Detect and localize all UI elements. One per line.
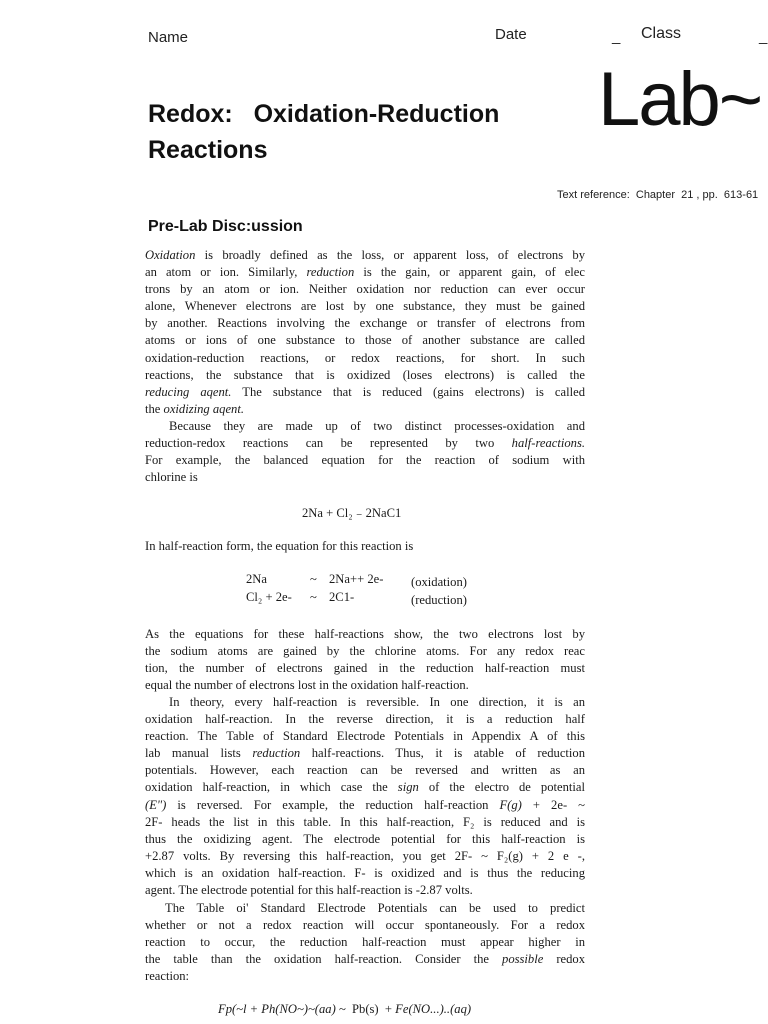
formula-fluorine-gas: F(g)	[499, 797, 522, 812]
equation-product-lead: Pb(s) +	[345, 1002, 396, 1016]
text-line: As the equations for these half-reactions show, the two electrons lost by	[145, 627, 585, 641]
term-reduction: reduction	[252, 746, 301, 761]
text-line: whether or not a redox reaction will occur spontaneously. For a redox	[145, 918, 585, 933]
paragraph-oxidation-definition	[145, 247, 585, 418]
text-fragment: The substance that is reduced (gains electrons) is called	[231, 384, 585, 399]
text-line: agent. The electrode potential for this half-reaction is -2.87 volts.	[145, 883, 473, 898]
text-line: tion, the number of electrons gained in the reduction half-reaction must	[145, 661, 585, 676]
half-reaction-2-label: (reduction)	[411, 593, 467, 607]
text-line	[145, 779, 585, 796]
text-line	[145, 401, 585, 418]
equation-reactants: Fp(~l + Ph(NO~)~(aa) ~	[218, 1002, 346, 1016]
text-line: thus the oxidizing agent. The electrode potential for this half-reaction is	[145, 831, 585, 846]
text-fragment: + 2e- ~	[521, 797, 585, 812]
term-half-reactions: half-reactions.	[511, 436, 585, 451]
text-fragment: redox	[543, 952, 585, 967]
half-reaction-1-left: 2Na	[246, 572, 267, 586]
text-line: chlorine is	[145, 470, 198, 485]
text-fragment: is the gain, or apparent gain, of elec	[354, 265, 585, 280]
text-line: For example, the balanced equation for the reaction of sodium with	[145, 453, 585, 468]
text-line	[145, 797, 585, 814]
text-line: +2.87 volts. By reversing this half-reaction, you get 2F- ~ F₂(g) + 2 e -,	[145, 848, 585, 863]
text-line: reaction:	[145, 969, 190, 984]
text-line: which is an oxidation half-reaction. F- is oxidized and is thus the reducing	[145, 865, 585, 880]
paragraph-electron-balance	[145, 626, 585, 694]
title-line-1: Redox: Oxidation-Reduction	[148, 100, 500, 128]
equation-possible-redox	[218, 1002, 471, 1017]
text-line: potentials. However, each reaction can be reversed and written as an	[145, 763, 585, 778]
text-line	[145, 247, 585, 264]
text-line: 2F- heads the list in this table. In this half-reaction, F₂ is reduced and is	[145, 814, 585, 829]
section-heading: Pre-Lab Disc:ussion	[148, 218, 303, 235]
paragraph-half-reaction-form	[145, 538, 585, 555]
text-reference: Text reference: Chapter 21 , pp. 613-61	[557, 189, 759, 201]
term-oxidizing-agent: oxidizing aqent.	[163, 401, 244, 416]
date-blank: _	[612, 28, 621, 45]
term-electrode-potential: (E")	[145, 797, 167, 812]
term-reduction: reduction	[306, 265, 355, 280]
half-reaction-1-right: 2Na++ 2e-	[329, 572, 384, 586]
text-line	[145, 745, 585, 762]
text-line: by another. Reactions involving the exchange or transfer of electrons from	[145, 316, 585, 331]
term-sign: sign	[397, 780, 419, 795]
text-fragment: of the electro de potential	[418, 780, 585, 795]
text-line: Because they are made up of two distinct processes-oxidation and	[169, 419, 585, 433]
half-reaction-2-right: 2C1-	[329, 590, 355, 604]
class-label: Class	[641, 25, 682, 42]
paragraph-spontaneity	[145, 900, 585, 985]
half-reaction-1-label: (oxidation)	[411, 575, 467, 589]
text-line: In half-reaction form, the equation for this reaction is	[145, 539, 414, 553]
text-line: reaction. The Table of Standard Electrode Potentials in Appendix A of this	[145, 729, 585, 744]
paragraph-reversibility	[145, 694, 585, 899]
text-line: The Table oi' Standard Electrode Potentials can be used to predict	[165, 901, 585, 915]
class-blank: _	[759, 28, 768, 45]
text-fragment: the	[145, 401, 164, 416]
date-label: Date	[495, 26, 527, 43]
text-fragment: the table than the oxidation half-reaction. Consider the	[145, 952, 503, 967]
term-reducing-agent: reducing aqent.	[145, 384, 232, 399]
text-line	[145, 951, 585, 968]
text-line: atoms or ions of one substance to those of another substance are called	[145, 333, 585, 348]
page-title	[148, 96, 499, 168]
paragraph-half-reactions-intro	[145, 418, 585, 486]
text-line: trons by an atom or ion. Neither oxidation nor reduction can ever occur	[145, 282, 585, 297]
lab-mark: Lab~	[598, 57, 762, 142]
text-line	[145, 435, 585, 452]
equation-sodium-chlorine: 2Na + Cl₂ ₋ 2NaC1	[302, 506, 402, 520]
name-label: Name	[148, 29, 189, 46]
half-reaction-2-left: Cl₂ + 2e-	[246, 590, 292, 604]
term-possible: possible	[502, 952, 544, 967]
text-line: In theory, every half-reaction is reversible. In one direction, it is an	[169, 695, 585, 709]
text-fragment: lab manual lists	[145, 746, 253, 761]
text-fragment: reduction-redox reactions can be represented by two	[145, 436, 512, 451]
text-line	[145, 264, 585, 281]
equation-product-iron-nitrate: Fe(NO...)..(aq)	[395, 1002, 472, 1016]
half-reaction-2-arrow: ~	[310, 590, 317, 604]
text-line: the sodium atoms are gained by the chlorine atoms. For any redox reac	[145, 644, 585, 659]
text-line: oxidation-reduction reactions, or redox reactions, for short. In such	[145, 350, 585, 365]
text-line: reactions, the substance that is oxidized (loses electrons) is called the	[145, 367, 585, 382]
text-line	[145, 384, 585, 401]
text-line: alone, Whenever electrons are lost by one substance, they must be gained	[145, 299, 585, 314]
half-reaction-1-arrow: ~	[310, 572, 317, 586]
text-fragment: is broadly defined as the loss, or apparent loss, of electrons by	[195, 248, 585, 262]
text-fragment: is reversed. For example, the reduction half-reaction	[166, 797, 500, 812]
text-line: equal the number of electrons lost in the oxidation half-reaction.	[145, 678, 469, 693]
title-line-2: Reactions	[148, 136, 268, 164]
term-oxidation: Oxidation	[145, 248, 196, 262]
text-fragment: half-reactions. Thus, it is atable of reduction	[300, 746, 585, 761]
text-line: reaction to occur, the reduction half-reaction must appear higher in	[145, 935, 585, 950]
text-line: oxidation half-reaction. In the reverse direction, it is a reduction half	[145, 712, 585, 727]
text-fragment: an atom or ion. Similarly,	[145, 265, 307, 280]
text-fragment: oxidation half-reaction, in which case the	[145, 780, 398, 795]
